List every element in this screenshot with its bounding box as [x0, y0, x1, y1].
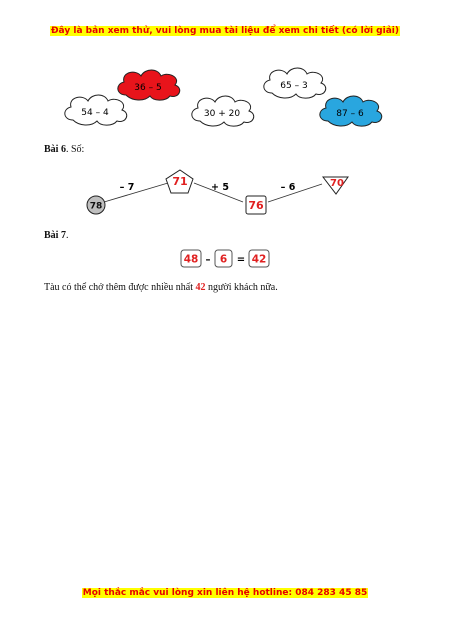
cloud-5-expression: 87 – 6 — [336, 109, 364, 119]
cloud-4 — [192, 96, 254, 126]
cloud-4-expression: 30 + 20 — [203, 109, 241, 119]
minus-sign: – — [205, 254, 211, 266]
chain-line-1 — [104, 183, 168, 202]
start-circle — [87, 196, 105, 214]
cloud-5 — [320, 96, 382, 126]
operand-b-box — [215, 250, 232, 267]
triangle-box — [323, 177, 348, 194]
exercise-6-heading — [44, 144, 84, 155]
exercise-7-label: Bài 7 — [44, 230, 66, 241]
preview-banner-text: Đây là bản xem thử, vui lòng mua tài liệu để xem chi tiết (có lời giải) — [51, 26, 399, 36]
equation — [0, 248, 450, 270]
clouds-figure — [0, 0, 450, 140]
cloud-1-expression: 36 – 5 — [134, 83, 162, 93]
pentagon-box — [166, 170, 193, 193]
result-value: 42 — [251, 253, 267, 266]
square-value: 76 — [248, 199, 264, 212]
operand-a: 48 — [183, 253, 199, 266]
operand-a-box — [181, 250, 201, 267]
answer-after: người khách nữa. — [205, 282, 278, 293]
exercise-7-suffix: . — [65, 230, 69, 241]
cloud-3-expression: 54 – 4 — [81, 108, 109, 118]
start-number: 78 — [89, 201, 103, 212]
square-box — [246, 196, 266, 214]
hotline-banner — [0, 588, 450, 598]
exercise-6-label: Bài 6 — [44, 144, 66, 155]
number-chain — [0, 160, 450, 220]
answer-number: 42 — [195, 282, 206, 293]
exercise-6-suffix: . Số: — [65, 144, 85, 155]
op-plus-5: + 5 — [211, 182, 229, 193]
answer-sentence — [44, 282, 278, 293]
hotline-banner-text: Mọi thắc mắc vui lòng xin liên hệ hotline: 084 283 45 85 — [82, 588, 368, 598]
triangle-value: 70 — [330, 178, 344, 189]
op-minus-6: – 6 — [280, 182, 296, 193]
cloud-2 — [264, 68, 326, 98]
result-box — [249, 250, 269, 267]
equals-sign: = — [236, 254, 246, 266]
cloud-1 — [118, 70, 180, 100]
answer-before: Tàu có thể chở thêm được nhiều nhất — [44, 282, 196, 293]
operand-b: 6 — [219, 253, 228, 266]
exercise-7-heading — [44, 230, 68, 241]
cloud-2-expression: 65 – 3 — [280, 81, 308, 91]
pentagon-value: 71 — [172, 175, 188, 188]
op-minus-7: – 7 — [119, 182, 135, 193]
cloud-3 — [65, 95, 127, 125]
